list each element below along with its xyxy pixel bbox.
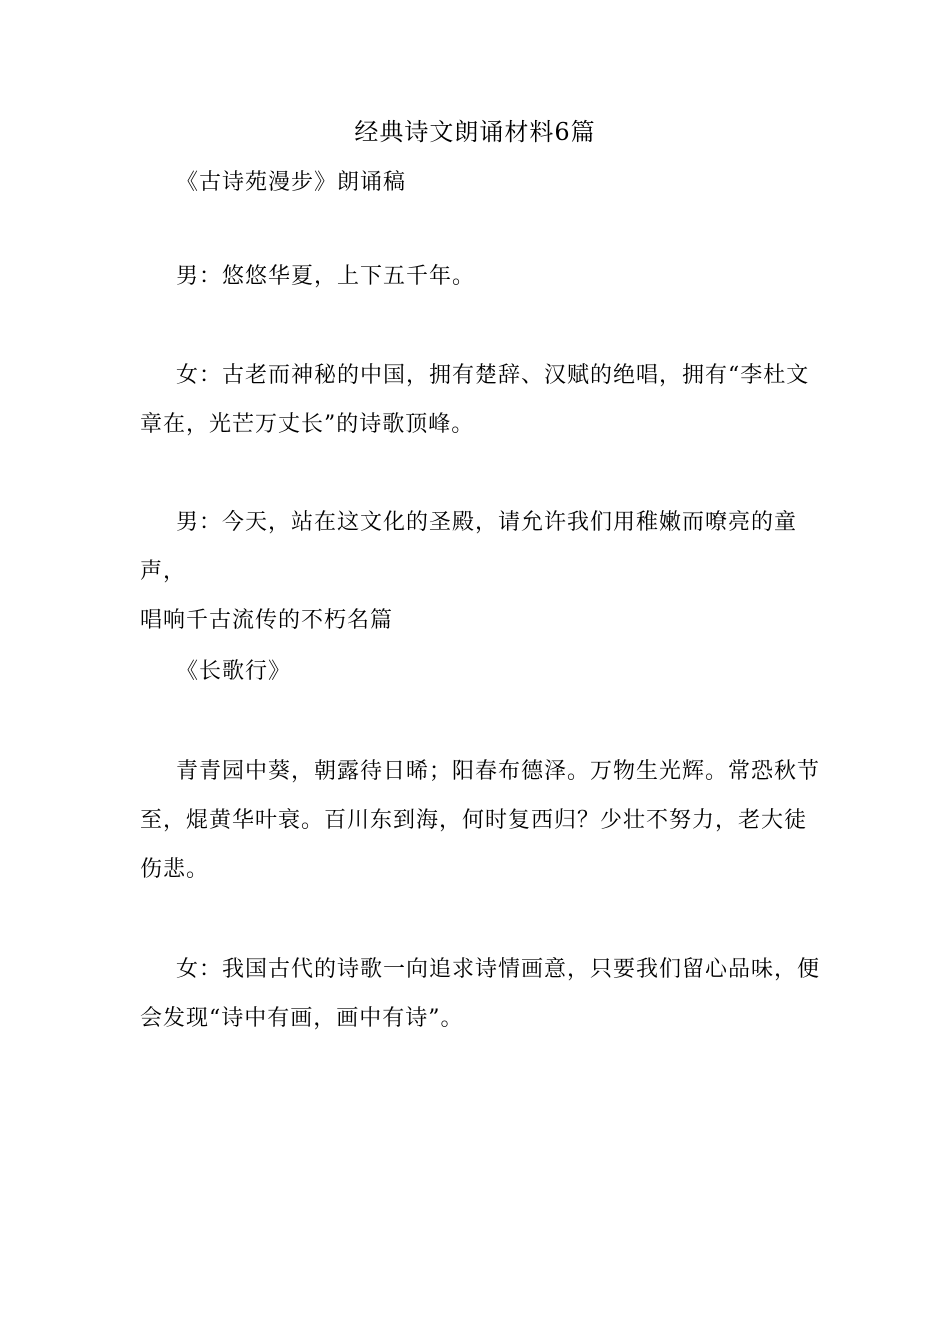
paragraph-3 <box>140 498 820 645</box>
paragraph-1 <box>140 252 820 301</box>
paragraph-line: 唱响千古流传的不朽名篇 <box>140 608 394 633</box>
paragraph-5 <box>140 747 820 894</box>
subtitle-paragraph <box>140 158 820 207</box>
document-title: 经典诗文朗诵材料6篇 <box>354 118 596 146</box>
paragraph-line: 至，焜黄华叶衰。百川东到海，何时复西归？少壮不努力，老大徒 <box>140 808 808 833</box>
paragraph-line: 女：古老而神秘的中国，拥有楚辞、汉赋的绝唱，拥有“李杜文 <box>176 363 810 388</box>
paragraph-line: 伤悲。 <box>140 857 210 882</box>
subtitle-line: 《古诗苑漫步》朗诵稿 <box>176 170 407 195</box>
paragraph-6 <box>140 945 820 1043</box>
paragraph-line: 章在，光芒万丈长”的诗歌顶峰。 <box>140 412 475 437</box>
paragraph-line: 《长歌行》 <box>176 659 292 684</box>
paragraph-line: 男：悠悠华夏，上下五千年。 <box>176 264 476 289</box>
paragraph-4 <box>140 647 820 696</box>
paragraph-line: 男：今天，站在这文化的圣殿，请允许我们用稚嫩而嘹亮的童声， <box>140 510 798 584</box>
paragraph-2 <box>140 351 820 449</box>
paragraph-line: 会发现“诗中有画，画中有诗”。 <box>140 1006 464 1031</box>
paragraph-line: 青青园中葵，朝露待日晞；阳春布德泽。万物生光辉。常恐秋节 <box>176 759 821 784</box>
paragraph-line: 女：我国古代的诗歌一向追求诗情画意，只要我们留心品味，便 <box>176 957 821 982</box>
